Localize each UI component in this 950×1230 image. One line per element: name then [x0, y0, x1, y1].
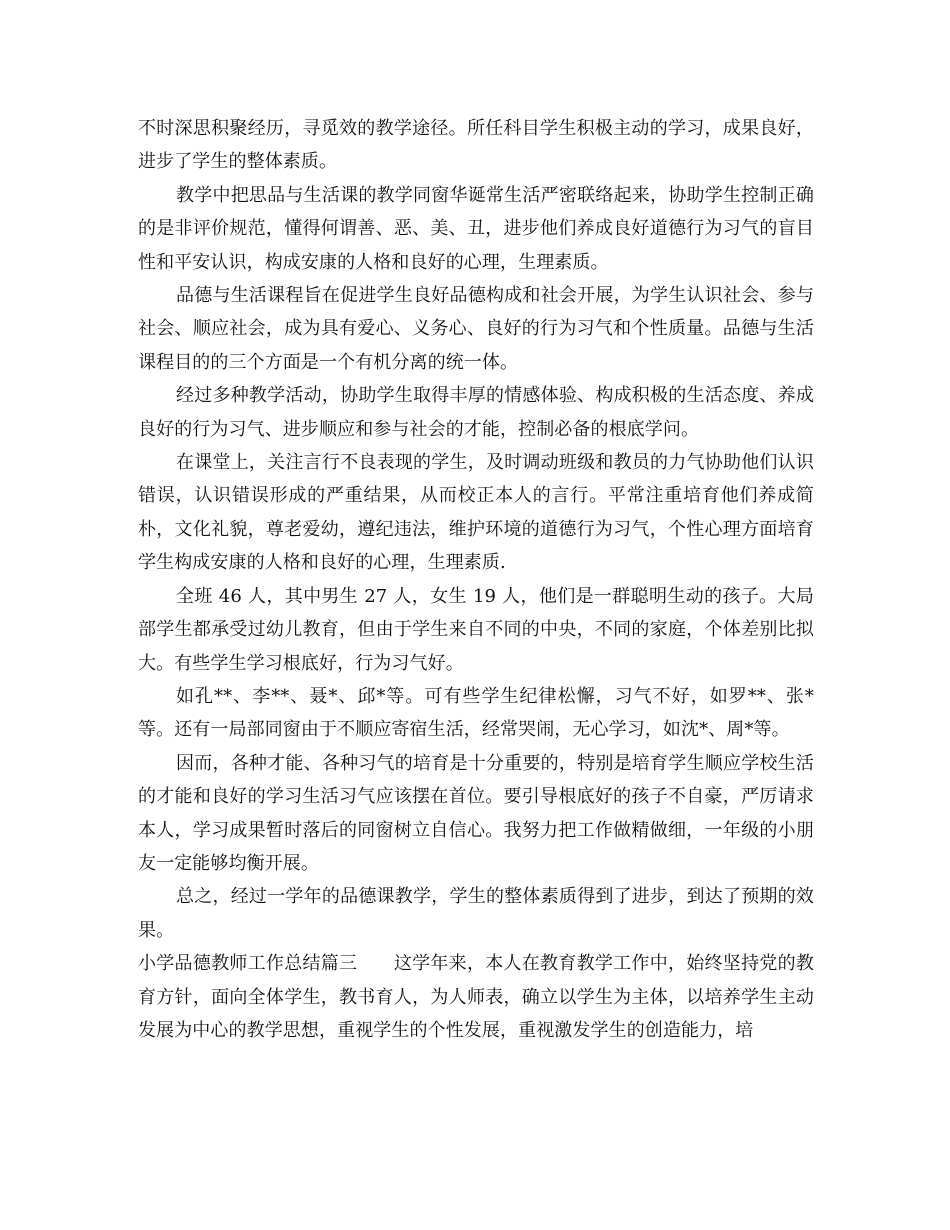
- paragraph-habit-training: 因而，各种才能、各种习气的培育是十分重要的，特别是培育学生顺应学校生活的才能和良好的学习生活习气应该摆在首位。要引导根底好的孩子不自豪，严厉请求本人，学习成果暂时落后的同窗树立自信心。我努力把工作做精做细，一年级的小朋友一定能够均衡开展。: [138, 752, 814, 874]
- paragraph-conclusion: 总之，经过一学年的品德课教学，学生的整体素质得到了进步，到达了预期的效果。: [138, 886, 814, 941]
- paragraph-student-examples: 如孔**、李**、聂*、邱*等。可有些学生纪律松懈，习气不好，如罗**、张*等。还有一局部同窗由于不顺应寄宿生活，经常哭闹，无心学习，如沈*、周*等。: [138, 685, 814, 741]
- paragraph-classroom-behavior: 在课堂上，关注言行不良表现的学生，及时调动班级和教员的力气协助他们认识错误，认识错误形成的严重结果，从而校正本人的言行。平常注重培育他们养成简朴，文化礼貌，尊老爱幼，遵纪违法，维护环境的道德行为习气，个性心理方面培育学生构成安康的人格和良好的心理，生理素质.: [138, 452, 814, 574]
- paragraph-moral-education: 教学中把思品与生活课的教学同窗华诞常生活严密联络起来，协助学生控制正确的是非评价规范，懂得何谓善、恶、美、丑，进步他们养成良好道德行为习气的盲目性和平安认识，构成安康的人格和良好的心理，生理素质。: [138, 184, 814, 273]
- paragraph-section-three: 小学品德教师工作总结篇三 这学年来，本人在教育教学工作中，始终坚持党的教育方针，面向全体学生，教书育人，为人师表，确立以学生为主体，以培养学生主动发展为中心的教学思想，重视学生的个性发展，重视激发学生的创造能力，培: [138, 953, 814, 1041]
- paragraph-teaching-activities: 经过多种教学活动，协助学生取得丰厚的情感体验、构成积极的生活态度、养成良好的行为习气、进步顺应和参与社会的才能，控制必备的根底学问。: [138, 385, 814, 440]
- paragraph-continuation: 不时深思积聚经历，寻觅效的教学途径。所任科目学生积极主动的学习，成果良好，进步了学生的整体素质。: [138, 118, 814, 173]
- paragraph-class-composition: 全班 46 人，其中男生 27 人，女生 19 人，他们是一群聪明生动的孩子。大局部学生都承受过幼儿教育，但由于学生来自不同的中央，不同的家庭，个体差别比拟大。有些学生学习根底好，行为习气好。: [138, 585, 814, 674]
- paragraph-course-goals: 品德与生活课程旨在促进学生良好品德构成和社会开展，为学生认识社会、参与社会、顺应社会，成为具有爱心、义务心、良好的行为习气和个性质量。品德与生活课程目的的三个方面是一个有机分离的统一体。: [138, 285, 814, 373]
- document-body: [138, 112, 814, 1047]
